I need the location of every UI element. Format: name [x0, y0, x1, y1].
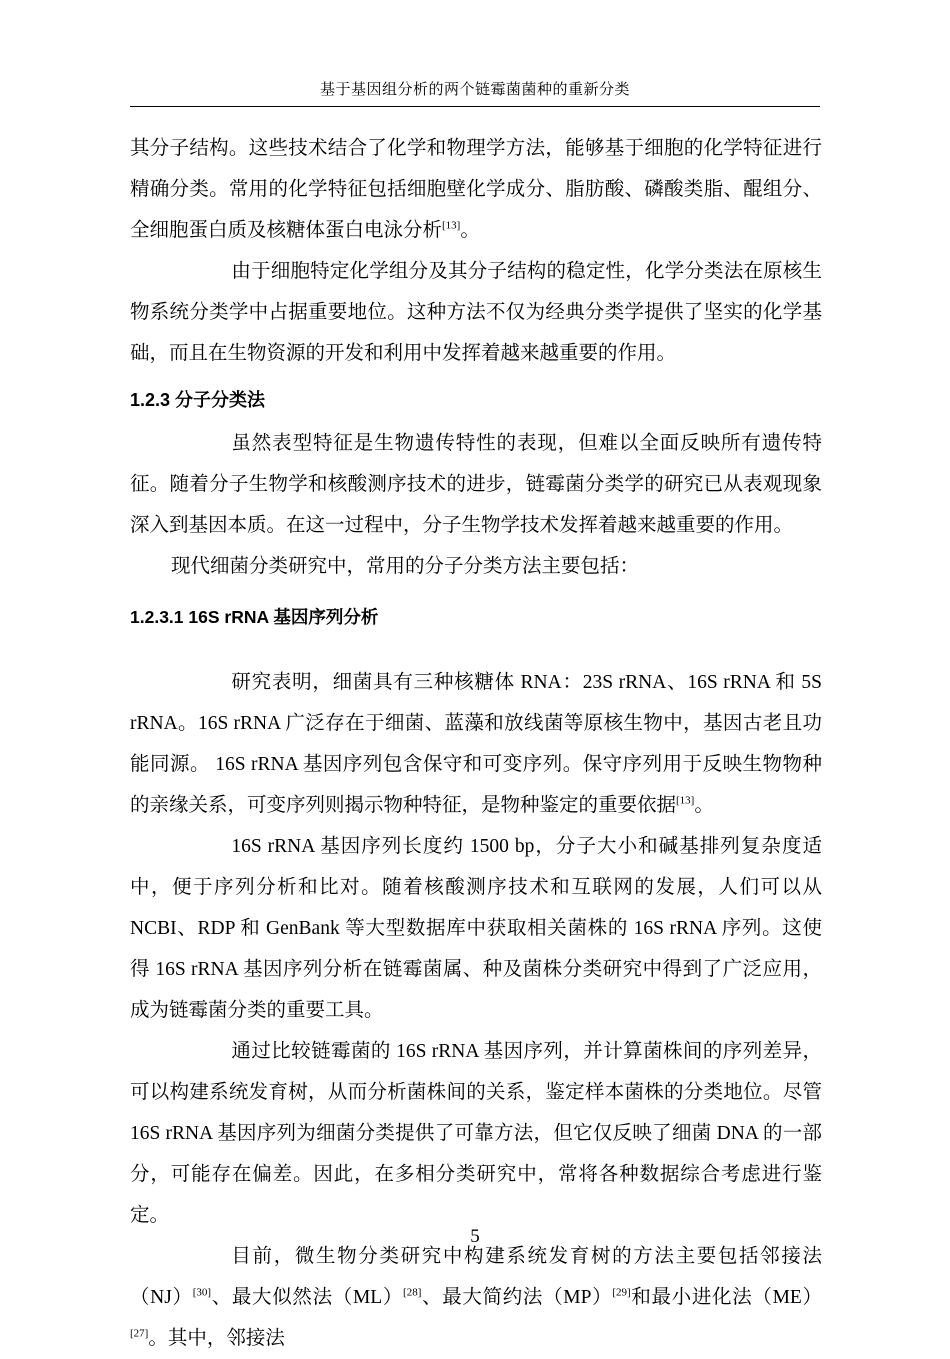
page-content — [130, 128, 822, 1359]
paragraph-5-tail: 。 — [694, 795, 714, 816]
reference-marker-28: [28] — [403, 1286, 422, 1299]
paragraph-1-tail: 。 — [460, 220, 480, 241]
paragraph-1-text: 其分子结构。这些技术结合了化学和物理学方法，能够基于细胞的化学特征进行精确分类。常用的化学特征包括细胞壁化学成分、脂肪酸、磷酸类脂、醌组分、全细胞蛋白质及核糖体蛋白电泳分析 — [130, 138, 822, 241]
reference-marker-27: [27] — [130, 1327, 149, 1340]
paragraph-6: 16S rRNA 基因序列长度约 1500 bp，分子大小和碱基排列复杂度适中，便于序列分析和比对。随着核酸测序技术和互联网的发展，人们可以从 NCBI、RDP 和 GenBank 等大型数据库中获取相关菌株的 16S rRNA 序列。这使得 16S rRNA 基因序列分析在链霉菌属、种及菌株分类研究中得到了广泛应用，成为链霉菌分类的重要工具。 — [130, 836, 822, 1021]
reference-marker-29: [29] — [612, 1286, 631, 1299]
paragraph-7: 通过比较链霉菌的 16S rRNA 基因序列，并计算菌株间的序列差异，可以构建系统发育树，从而分析菌株间的关系，鉴定样本菌株的分类地位。尽管 16S rRNA 基因序列为细菌分类提供了可靠方法，但它仅反映了细菌 DNA 的一部分，可能存在偏差。因此，在多相分类研究中，常将各种数据综合考虑进行鉴定。 — [130, 1041, 822, 1226]
paragraph-8-d: 和最小进化法（ME） — [630, 1287, 822, 1308]
paragraph-8-a: 目前，微生物分类研究中构建系统发育树的方法主要包括邻接法（NJ） — [130, 1246, 822, 1308]
page-number: 5 — [470, 1226, 480, 1247]
heading-1-2-3: 1.2.3 分子分类法 — [130, 390, 266, 410]
paragraph-5 — [130, 662, 822, 826]
spacer — [130, 644, 822, 662]
paragraph-8-e: 。其中，邻接法 — [148, 1328, 285, 1349]
paragraph-8-b: 、最大似然法（ML） — [211, 1287, 404, 1308]
paragraph-2: 由于细胞特定化学组分及其分子结构的稳定性，化学分类法在原核生物系统分类学中占据重要地位。这种方法不仅为经典分类学提供了坚实的化学基础，而且在生物资源的开发和利用中发挥着越来越重要的作用。 — [130, 261, 822, 364]
page-header: 基于基因组分析的两个链霉菌菌种的重新分类 — [319, 81, 630, 98]
paragraph-1 — [130, 128, 822, 251]
paragraph-4: 现代细菌分类研究中，常用的分子分类方法主要包括： — [170, 556, 639, 577]
reference-marker-13a: [13] — [442, 219, 461, 232]
reference-marker-13b: [13] — [676, 794, 695, 807]
paragraph-8-c: 、最大简约法（MP） — [421, 1287, 613, 1308]
paragraph-8 — [130, 1236, 822, 1359]
heading-1-2-3-1: 1.2.3.1 16S rRNA 基因序列分析 — [130, 607, 379, 627]
paragraph-3: 虽然表型特征是生物遗传特性的表现，但难以全面反映所有遗传特征。随着分子生物学和核酸测序技术的进步，链霉菌分类学的研究已从表观现象深入到基因本质。在这一过程中，分子生物学技术发挥着越来越重要的作用。 — [130, 433, 822, 536]
paragraph-5-text: 研究表明，细菌具有三种核糖体 RNA：23S rRNA、16S rRNA 和 5S rRNA。16S rRNA 广泛存在于细菌、蓝藻和放线菌等原核生物中，基因古老且功能同源。 16S rRNA 基因序列包含保守和可变序列。保守序列用于反映生物物种的亲缘关系，可变序列则揭示物种特征，是物种鉴定的重要依据 — [130, 672, 822, 816]
header-divider — [130, 106, 820, 107]
reference-marker-30: [30] — [192, 1286, 212, 1299]
